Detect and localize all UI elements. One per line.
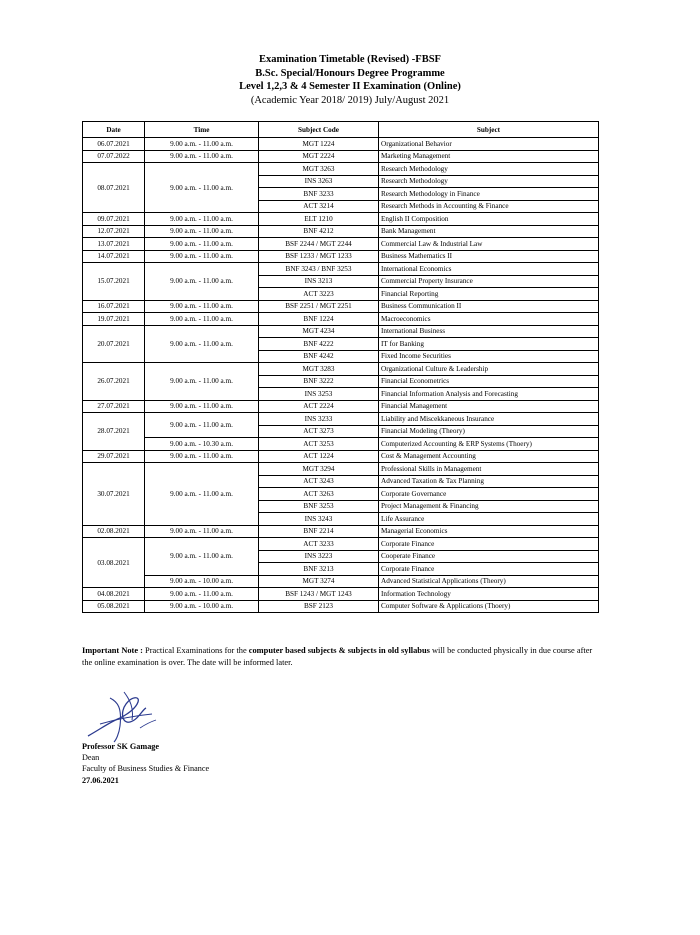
table-row <box>83 438 599 451</box>
table-row <box>83 138 599 151</box>
signatory-faculty: Faculty of Business Studies & Finance <box>82 764 210 774</box>
table-row <box>83 363 599 376</box>
cell-subject-code: ACT 3214 <box>259 200 379 213</box>
cell-subject: Information Technology <box>379 588 599 601</box>
cell-time: 9.00 a.m. - 11.00 a.m. <box>145 213 259 226</box>
cell-time: 9.00 a.m. - 11.00 a.m. <box>145 450 259 463</box>
table-row <box>83 150 599 163</box>
cell-subject: Cost & Management Accounting <box>379 450 599 463</box>
cell-subject: Business Communication II <box>379 300 599 313</box>
cell-subject-code: BSF 1243 / MGT 1243 <box>259 588 379 601</box>
cell-date: 12.07.2021 <box>83 225 145 238</box>
cell-subject-code: ACT 2224 <box>259 400 379 413</box>
cell-subject: Corporate Finance <box>379 538 599 551</box>
table-row <box>83 263 599 276</box>
signatory-block <box>82 741 209 786</box>
cell-subject: Corporate Finance <box>379 563 599 576</box>
cell-date: 13.07.2021 <box>83 238 145 251</box>
cell-date: 26.07.2021 <box>83 363 145 401</box>
cell-time: 9.00 a.m. - 10.30 a.m. <box>145 438 259 451</box>
cell-subject: Business Mathematics II <box>379 250 599 263</box>
cell-subject-code: ACT 3253 <box>259 438 379 451</box>
cell-subject-code: BNF 3233 <box>259 188 379 201</box>
cell-subject-code: BSF 2123 <box>259 600 379 613</box>
timetable-body <box>83 138 599 613</box>
cell-subject: Project Management & Financing <box>379 500 599 513</box>
academic-year: (Academic Year 2018/ 2019) July/August 2021 <box>250 94 450 106</box>
cell-subject-code: INS 3263 <box>259 175 379 188</box>
cell-subject: Research Methodology in Finance <box>379 188 599 201</box>
cell-subject-code: INS 3213 <box>259 275 379 288</box>
cell-subject: Organizational Behavior <box>379 138 599 151</box>
cell-subject: Research Methods in Accounting & Finance <box>379 200 599 213</box>
table-row <box>83 400 599 413</box>
cell-subject-code: MGT 1224 <box>259 138 379 151</box>
cell-time: 9.00 a.m. - 11.00 a.m. <box>145 313 259 326</box>
cell-subject: Commercial Property Insurance <box>379 275 599 288</box>
important-note <box>82 645 602 669</box>
table-row <box>83 300 599 313</box>
cell-subject-code: BSF 1233 / MGT 1233 <box>259 250 379 263</box>
cell-subject: International Economics <box>379 263 599 276</box>
table-row <box>83 450 599 463</box>
cell-subject: Computer Software & Applications (Thoery) <box>379 600 599 613</box>
table-row <box>83 575 599 588</box>
cell-subject-code: INS 3243 <box>259 513 379 526</box>
cell-time: 9.00 a.m. - 10.00 a.m. <box>145 575 259 588</box>
cell-subject-code: BNF 3213 <box>259 563 379 576</box>
cell-subject-code: INS 3253 <box>259 388 379 401</box>
cell-subject: Liability and Miscekkaneous Insurance <box>379 413 599 426</box>
cell-date: 06.07.2021 <box>83 138 145 151</box>
cell-time: 9.00 a.m. - 11.00 a.m. <box>145 225 259 238</box>
table-row <box>83 213 599 226</box>
document-title: Examination Timetable (Revised) -FBSF <box>259 54 441 65</box>
cell-time: 9.00 a.m. - 11.00 a.m. <box>145 363 259 401</box>
cell-date: 16.07.2021 <box>83 300 145 313</box>
cell-subject-code: MGT 4234 <box>259 325 379 338</box>
document-header <box>0 53 700 107</box>
cell-subject-code: INS 3233 <box>259 413 379 426</box>
signature-image <box>80 678 170 744</box>
cell-time: 9.00 a.m. - 11.00 a.m. <box>145 238 259 251</box>
cell-subject-code: MGT 3283 <box>259 363 379 376</box>
cell-subject: Research Methodology <box>379 163 599 176</box>
table-header-row <box>83 122 599 138</box>
cell-subject: Commercial Law & Industrial Law <box>379 238 599 251</box>
cell-subject: Financial Modeling (Theory) <box>379 425 599 438</box>
cell-subject-code: ACT 3223 <box>259 288 379 301</box>
cell-subject-code: MGT 2224 <box>259 150 379 163</box>
table-row <box>83 538 599 551</box>
examination-title: Level 1,2,3 & 4 Semester II Examination (Online) <box>239 81 461 92</box>
cell-subject-code: MGT 3263 <box>259 163 379 176</box>
cell-subject-code: MGT 3294 <box>259 463 379 476</box>
cell-time: 9.00 a.m. - 11.00 a.m. <box>145 413 259 438</box>
table-row <box>83 238 599 251</box>
cell-date: 28.07.2021 <box>83 413 145 451</box>
cell-subject: Organizational Culture & Leadership <box>379 363 599 376</box>
table-row <box>83 313 599 326</box>
cell-subject: Professional Skills in Management <box>379 463 599 476</box>
table-row <box>83 325 599 338</box>
cell-date: 08.07.2021 <box>83 163 145 213</box>
cell-subject-code: ACT 3263 <box>259 488 379 501</box>
cell-date: 29.07.2021 <box>83 450 145 463</box>
cell-subject: Financial Reporting <box>379 288 599 301</box>
cell-time: 9.00 a.m. - 11.00 a.m. <box>145 300 259 313</box>
cell-subject-code: BSF 2251 / MGT 2251 <box>259 300 379 313</box>
cell-subject: Cooperate Finance <box>379 550 599 563</box>
table-row <box>83 600 599 613</box>
cell-time: 9.00 a.m. - 11.00 a.m. <box>145 263 259 301</box>
header-time: Time <box>145 122 259 138</box>
cell-subject: Financial Information Analysis and Forecasting <box>379 388 599 401</box>
cell-time: 9.00 a.m. - 11.00 a.m. <box>145 325 259 363</box>
cell-time: 9.00 a.m. - 11.00 a.m. <box>145 588 259 601</box>
cell-time: 9.00 a.m. - 11.00 a.m. <box>145 538 259 576</box>
cell-subject: Managerial Economics <box>379 525 599 538</box>
cell-subject-code: BNF 3253 <box>259 500 379 513</box>
signatory-date: 27.06.2021 <box>82 775 119 785</box>
cell-time: 9.00 a.m. - 11.00 a.m. <box>145 138 259 151</box>
cell-subject: Marketing Management <box>379 150 599 163</box>
table-row <box>83 463 599 476</box>
cell-subject: Life Assurance <box>379 513 599 526</box>
cell-subject-code: BNF 1224 <box>259 313 379 326</box>
cell-date: 04.08.2021 <box>83 588 145 601</box>
cell-subject-code: ACT 1224 <box>259 450 379 463</box>
cell-date: 05.08.2021 <box>83 600 145 613</box>
cell-date: 15.07.2021 <box>83 263 145 301</box>
programme-title: B.Sc. Special/Honours Degree Programme <box>255 67 445 79</box>
header-subject: Subject <box>379 122 599 138</box>
cell-subject-code: BNF 4222 <box>259 338 379 351</box>
cell-date: 20.07.2021 <box>83 325 145 363</box>
cell-subject-code: BNF 3222 <box>259 375 379 388</box>
cell-time: 9.00 a.m. - 10.00 a.m. <box>145 600 259 613</box>
header-subject-code: Subject Code <box>259 122 379 138</box>
cell-subject: English II Composition <box>379 213 599 226</box>
cell-subject: IT for Banking <box>379 338 599 351</box>
cell-subject-code: BNF 4212 <box>259 225 379 238</box>
note-label: Important Note : <box>82 646 143 655</box>
cell-time: 9.00 a.m. - 11.00 a.m. <box>145 525 259 538</box>
cell-time: 9.00 a.m. - 11.00 a.m. <box>145 463 259 526</box>
cell-date: 19.07.2021 <box>83 313 145 326</box>
cell-subject-code: ACT 3243 <box>259 475 379 488</box>
cell-date: 07.07.2022 <box>83 150 145 163</box>
table-row <box>83 413 599 426</box>
cell-subject: Bank Management <box>379 225 599 238</box>
cell-subject-code: BSF 2244 / MGT 2244 <box>259 238 379 251</box>
cell-date: 09.07.2021 <box>83 213 145 226</box>
cell-subject: Financial Management <box>379 400 599 413</box>
cell-date: 03.08.2021 <box>83 538 145 588</box>
table-row <box>83 250 599 263</box>
cell-subject: Advanced Taxation & Tax Planning <box>379 475 599 488</box>
cell-subject-code: MGT 3274 <box>259 575 379 588</box>
cell-subject-code: BNF 4242 <box>259 350 379 363</box>
table-row <box>83 588 599 601</box>
table-row <box>83 525 599 538</box>
note-bold-text: computer based subjects & subjects in old syllabus <box>248 646 430 655</box>
cell-subject: Research Methodology <box>379 175 599 188</box>
cell-subject: Advanced Statistical Applications (Theory) <box>379 575 599 588</box>
cell-date: 02.08.2021 <box>83 525 145 538</box>
header-date: Date <box>83 122 145 138</box>
cell-subject-code: ACT 3233 <box>259 538 379 551</box>
cell-date: 30.07.2021 <box>83 463 145 526</box>
cell-subject-code: ACT 3273 <box>259 425 379 438</box>
cell-date: 27.07.2021 <box>83 400 145 413</box>
table-row <box>83 225 599 238</box>
cell-time: 9.00 a.m. - 11.00 a.m. <box>145 400 259 413</box>
cell-time: 9.00 a.m. - 11.00 a.m. <box>145 150 259 163</box>
signatory-name: Professor SK Gamage <box>82 742 160 751</box>
cell-subject: International Business <box>379 325 599 338</box>
cell-time: 9.00 a.m. - 11.00 a.m. <box>145 163 259 213</box>
table-row <box>83 163 599 176</box>
timetable-table <box>82 121 599 613</box>
cell-subject: Fixed Income Securities <box>379 350 599 363</box>
cell-subject-code: ELT 1210 <box>259 213 379 226</box>
cell-subject-code: BNF 3243 / BNF 3253 <box>259 263 379 276</box>
note-text-1: Practical Examinations for the <box>142 646 249 655</box>
note-text-2: will be conducted physically in due course after the online examination is over. The date will be informed later. <box>82 646 593 667</box>
cell-subject-code: BNF 2214 <box>259 525 379 538</box>
cell-subject: Financial Econometrics <box>379 375 599 388</box>
cell-subject: Computerized Accounting & ERP Systems (Thoery) <box>379 438 599 451</box>
cell-time: 9.00 a.m. - 11.00 a.m. <box>145 250 259 263</box>
cell-date: 14.07.2021 <box>83 250 145 263</box>
cell-subject: Macroeconomics <box>379 313 599 326</box>
cell-subject-code: INS 3223 <box>259 550 379 563</box>
cell-subject: Corporate Governance <box>379 488 599 501</box>
signatory-title: Dean <box>82 753 100 763</box>
